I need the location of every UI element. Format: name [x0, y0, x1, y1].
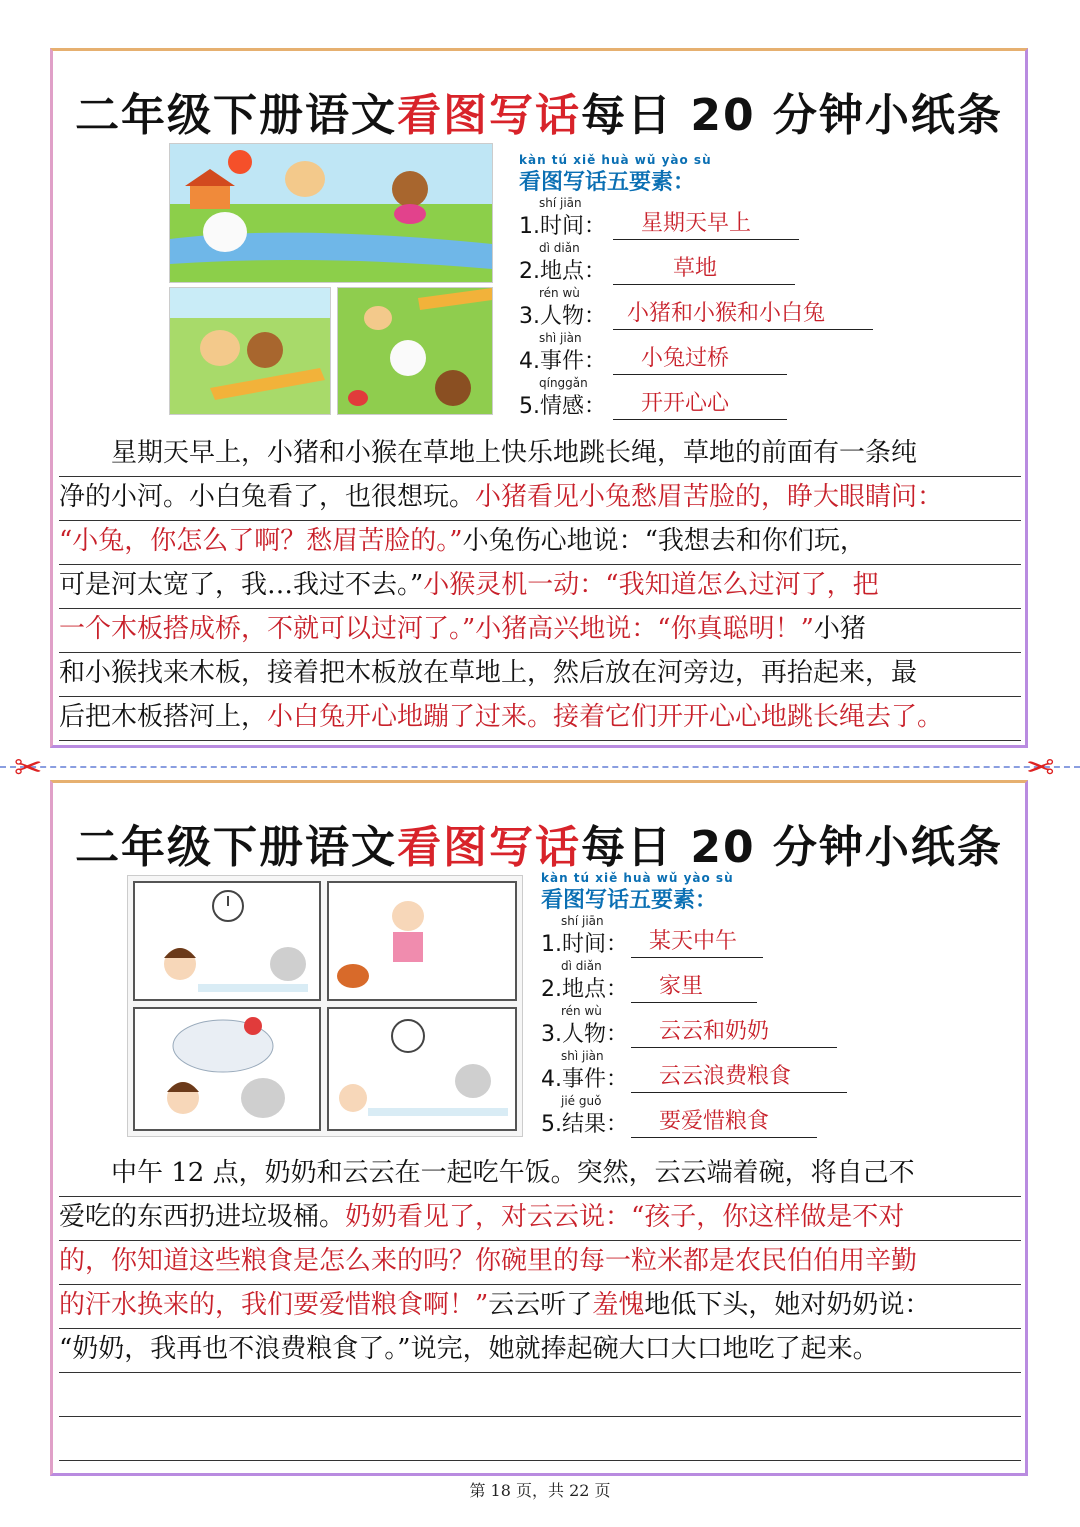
- element-pinyin: shí jiān: [561, 914, 604, 928]
- element-answer: 草地: [613, 251, 795, 285]
- element-pinyin: shí jiān: [539, 196, 582, 210]
- title-part: 二年级下册语文: [75, 822, 398, 873]
- essay: [59, 433, 1021, 741]
- essay: [59, 1153, 1021, 1461]
- cut-line: [0, 766, 1080, 768]
- element-answer: 家里: [631, 969, 757, 1003]
- element-pinyin: rén wù: [539, 286, 580, 300]
- essay-text-highlight: 一个木板搭成桥，不就可以过河了。”小猪高兴地说：“你真聪明！”: [59, 614, 814, 644]
- element-answer: 小兔过桥: [613, 341, 787, 375]
- essay-text-highlight: 的，你知道这些粮食是怎么来的吗？你碗里的每一粒米都是农民伯伯用辛勤: [59, 1246, 918, 1276]
- essay-text-highlight: 小猪看见小兔愁眉苦脸的，睁大眼睛问：: [475, 482, 944, 512]
- five-elements: [541, 871, 921, 1139]
- element-row: [519, 286, 899, 331]
- element-pinyin: jié guǒ: [561, 1094, 602, 1108]
- element-row: [541, 1004, 921, 1049]
- element-answer: 开开心心: [613, 386, 787, 420]
- element-pinyin: dì diǎn: [561, 959, 602, 973]
- essay-text-highlight: 羞愧: [592, 1290, 645, 1320]
- element-pinyin: shì jiàn: [561, 1049, 604, 1063]
- title-part: 每日 20 分钟小纸条: [581, 822, 1003, 873]
- essay-text-highlight: “小兔，你怎么了啊？愁眉苦脸的。”: [59, 526, 463, 556]
- element-label: 1.时间：: [541, 932, 628, 957]
- title-highlight: 看图写话: [397, 822, 582, 873]
- elements-heading-pinyin: kàn tú xiě huà wǔ yào sù: [541, 871, 734, 885]
- essay-line: [59, 1285, 1021, 1329]
- essay-text: “奶奶，我再也不浪费粮食了。”说完，她就捧起碗大口大口地吃了起来。: [59, 1334, 879, 1364]
- scissors-icon: ✂: [1026, 748, 1055, 788]
- element-row: [519, 331, 899, 376]
- essay-text: 星期天早上，小猪和小猴在草地上快乐地跳长绳，草地的前面有一条纯: [59, 438, 918, 468]
- card-title: [53, 811, 1025, 875]
- essay-line: [59, 1329, 1021, 1373]
- elements-heading: 看图写话五要素：: [519, 170, 696, 195]
- scissors-icon: ✂: [14, 748, 43, 788]
- essay-line: [59, 1373, 1021, 1417]
- note-card-2: [50, 780, 1028, 1476]
- element-label: 3.人物：: [541, 1022, 628, 1047]
- essay-text: 云云听了: [488, 1290, 593, 1320]
- element-label: 3.人物：: [519, 304, 606, 329]
- essay-line: [59, 433, 1021, 477]
- essay-line: [59, 1241, 1021, 1285]
- element-answer: 星期天早上: [613, 206, 799, 240]
- element-answer: 云云和奶奶: [631, 1014, 837, 1048]
- title-part: 二年级下册语文: [75, 90, 398, 141]
- essay-text-highlight: 小猴灵机一动：“我知道怎么过河了，把: [423, 570, 879, 600]
- elements-heading-pinyin: kàn tú xiě huà wǔ yào sù: [519, 153, 712, 167]
- title-part: 每日 20 分钟小纸条: [581, 90, 1003, 141]
- essay-text: 和小猴找来木板，接着把木板放在草地上，然后放在河旁边，再抬起来，最: [59, 658, 918, 688]
- element-answer: 云云浪费粮食: [631, 1059, 847, 1093]
- element-answer: 小猪和小猴和小白兔: [613, 296, 873, 330]
- element-pinyin: qínggǎn: [539, 376, 588, 390]
- essay-line: [59, 1153, 1021, 1197]
- essay-text: 小兔伤心地说：“我想去和你们玩，: [462, 526, 866, 556]
- element-label: 4.事件：: [541, 1067, 628, 1092]
- essay-line: [59, 697, 1021, 741]
- element-label: 1.时间：: [519, 214, 606, 239]
- title-highlight: 看图写话: [397, 90, 582, 141]
- page-footer: 第 18 页，共 22 页: [469, 1481, 611, 1500]
- card-title: [53, 79, 1025, 143]
- element-label: 5.情感：: [519, 394, 606, 419]
- element-row: [541, 1049, 921, 1094]
- five-elements: [519, 153, 899, 421]
- element-row: [519, 376, 899, 421]
- element-row: [541, 914, 921, 959]
- element-pinyin: dì diǎn: [539, 241, 580, 255]
- element-row: [519, 196, 899, 241]
- essay-text-highlight: 奶奶看见了，对云云说：“孩子，你这样做是不对: [345, 1202, 905, 1232]
- essay-line: [59, 653, 1021, 697]
- story-picture-2: [169, 287, 331, 415]
- essay-line: [59, 477, 1021, 521]
- elements-heading: 看图写话五要素：: [541, 888, 718, 913]
- essay-text-highlight: 小白兔开心地蹦了过来。接着它们开开心心地跳长绳去了。: [267, 702, 944, 732]
- element-pinyin: shì jiàn: [539, 331, 582, 345]
- element-label: 2.地点：: [519, 259, 606, 284]
- essay-text-highlight: 的汗水换来的，我们要爱惜粮食啊！”: [59, 1290, 489, 1320]
- essay-line: [59, 565, 1021, 609]
- element-answer: 要爱惜粮食: [631, 1104, 817, 1138]
- essay-line: [59, 1417, 1021, 1461]
- essay-text: 可是河太宽了，我…我过不去。”: [59, 570, 424, 600]
- essay-line: [59, 521, 1021, 565]
- element-row: [519, 241, 899, 286]
- note-card-1: [50, 48, 1028, 748]
- essay-text: 后把木板搭河上，: [59, 702, 268, 732]
- essay-line: [59, 1197, 1021, 1241]
- essay-text: 地低下头，她对奶奶说：: [644, 1290, 931, 1320]
- element-pinyin: rén wù: [561, 1004, 602, 1018]
- story-picture-comic: [127, 875, 523, 1137]
- element-row: [541, 1094, 921, 1139]
- element-label: 2.地点：: [541, 977, 628, 1002]
- element-label: 5.结果：: [541, 1112, 628, 1137]
- element-label: 4.事件：: [519, 349, 606, 374]
- element-row: [541, 959, 921, 1004]
- essay-line: [59, 609, 1021, 653]
- story-picture-1: [169, 143, 493, 283]
- essay-text: 爱吃的东西扔进垃圾桶。: [59, 1202, 346, 1232]
- story-picture-3: [337, 287, 493, 415]
- essay-text: 中午 12 点，奶奶和云云在一起吃午饭。突然，云云端着碗，将自己不: [59, 1158, 915, 1188]
- essay-text: 小猪: [813, 614, 866, 644]
- essay-text: 净的小河。小白兔看了，也很想玩。: [59, 482, 476, 512]
- element-answer: 某天中午: [631, 924, 763, 958]
